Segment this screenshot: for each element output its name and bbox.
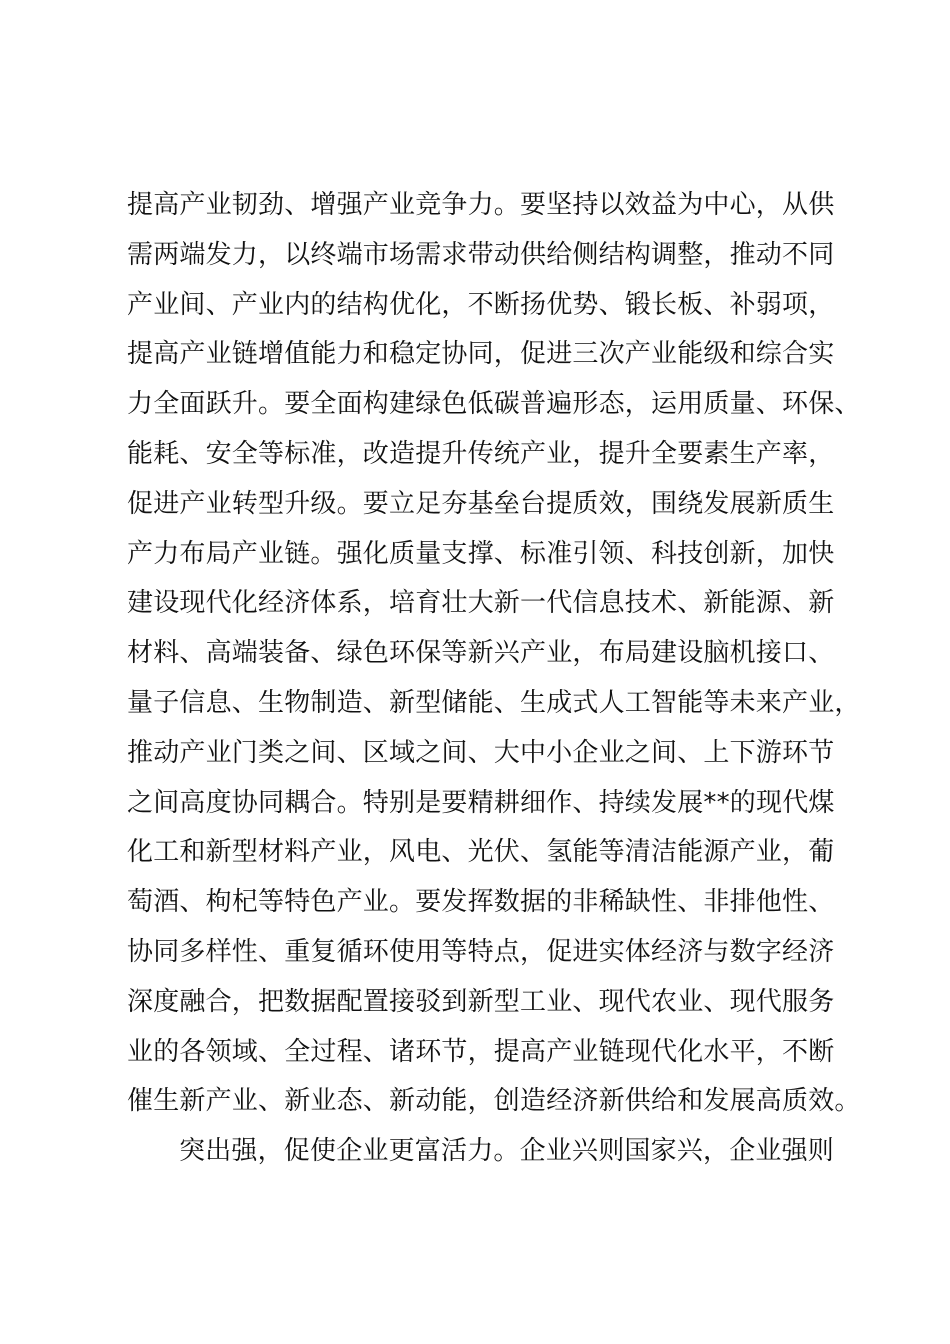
text-line: 推动产业门类之间、区域之间、大中小企业之间、上下游环节 xyxy=(127,737,835,768)
text-line: 深度融合，把数据配置接驳到新型工业、现代农业、现代服务 xyxy=(127,986,835,1017)
text-line: 萄酒、枸杞等特色产业。要发挥数据的非稀缺性、非排他性、 xyxy=(127,887,835,918)
text-line: 能耗、安全等标准，改造提升传统产业，提升全要素生产率， xyxy=(127,438,835,469)
text-line: 化工和新型材料产业，风电、光伏、氢能等清洁能源产业，葡 xyxy=(127,837,835,868)
text-line: 之间高度协同耦合。特别是要精耕细作、持续发展**的现代煤 xyxy=(127,787,835,818)
text-line: 促进产业转型升级。要立足夯基垒台提质效，围绕发展新质生 xyxy=(127,488,835,519)
text-line: 产业间、产业内的结构优化，不断扬优势、锻长板、补弱项， xyxy=(127,289,835,320)
text-line: 业的各领域、全过程、诸环节，提高产业链现代化水平，不断 xyxy=(127,1036,835,1067)
paragraph-start-line: 突出强，促使企业更富活力。企业兴则国家兴，企业强则 xyxy=(179,1136,835,1167)
text-line: 提高产业韧劲、增强产业竞争力。要坚持以效益为中心，从供 xyxy=(127,190,835,220)
text-line: 材料、高端装备、绿色环保等新兴产业，布局建设脑机接口、 xyxy=(127,638,835,669)
text-line: 量子信息、生物制造、新型储能、生成式人工智能等未来产业， xyxy=(127,687,861,718)
text-line: 力全面跃升。要全面构建绿色低碳普遍形态，运用质量、环保、 xyxy=(127,389,861,420)
text-line: 建设现代化经济体系，培育壮大新一代信息技术、新能源、新 xyxy=(127,588,835,619)
body-text xyxy=(127,181,887,1177)
text-line: 催生新产业、新业态、新动能，创造经济新供给和发展高质效。 xyxy=(127,1086,861,1117)
text-line: 协同多样性、重复循环使用等特点，促进实体经济与数字经济 xyxy=(127,936,835,967)
text-line: 需两端发力，以终端市场需求带动供给侧结构调整，推动不同 xyxy=(127,239,835,270)
text-line: 产力布局产业链。强化质量支撑、标准引领、科技创新，加快 xyxy=(127,538,835,569)
text-line: 提高产业链增值能力和稳定协同，促进三次产业能级和综合实 xyxy=(127,339,835,370)
